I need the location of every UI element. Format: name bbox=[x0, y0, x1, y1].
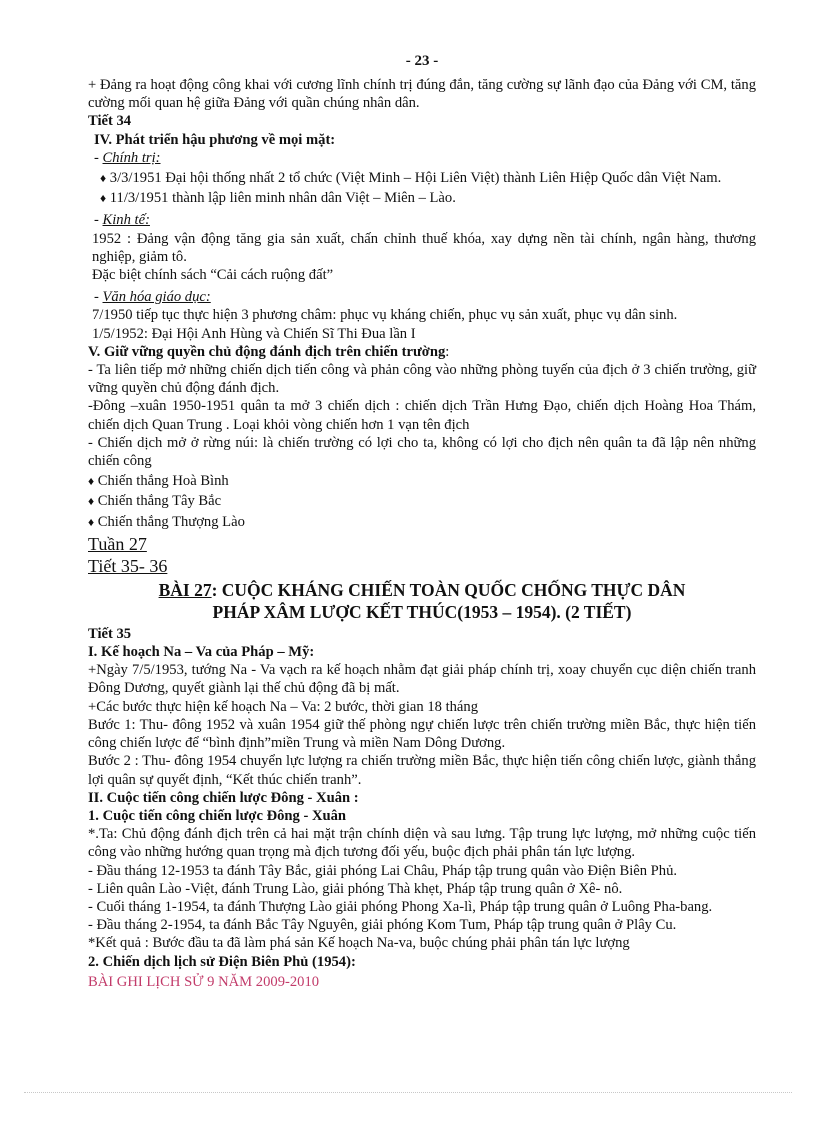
page-footer: BÀI GHI LỊCH SỬ 9 NĂM 2009-2010 bbox=[88, 973, 320, 990]
paragraph-dang-cong-khai: + Đảng ra hoạt động công khai với cương lĩnh chính trị đúng đắn, tăng cường sự lãnh đạo của Đảng với CM, tăng cường mối quan hệ giữa Đảng với quần chúng nhân dân. bbox=[88, 77, 756, 112]
page-bottom-divider bbox=[24, 1092, 792, 1093]
subheading-kinh-te bbox=[88, 211, 756, 229]
paragraph-giu-vung-3: - Chiến dịch mở ở rừng núi: là chiến trường có lợi cho ta, không có lợi cho địch nên quân ta đã lập nên những chiến công bbox=[88, 434, 756, 470]
paragraph-dong-xuan-2: - Đầu tháng 12-1953 ta đánh Tây Bắc, giải phóng Lai Châu, Pháp tập trung quân vào Điện Biên Phủ. bbox=[88, 862, 678, 879]
paragraph-dong-xuan-4: - Cuối tháng 1-1954, ta đánh Thượng Lào giải phóng Phong Xa-lì, Pháp tập trung quân ở Luông Pha-bang. bbox=[88, 898, 713, 915]
lesson-title-line-2: PHÁP XÂM LƯỢC KẾT THÚC(1953 – 1954). (2 TIẾT) bbox=[212, 601, 632, 622]
diamond-bullet-icon: ♦ bbox=[100, 191, 107, 206]
list-item-victory-3: ♦ Chiến thắng Thượng Lào bbox=[88, 513, 245, 530]
label-kinh-te: Kinh tế: bbox=[102, 212, 150, 229]
diamond-bullet-icon: ♦ bbox=[88, 494, 95, 509]
paragraph-dong-xuan-3: - Liên quân Lào -Việt, đánh Trung Lào, giải phóng Thà khẹt, Pháp tập trung quân ở Xê- nô. bbox=[88, 880, 623, 897]
list-item-chinh-tri-2: ♦ 11/3/1951 thành lập liên minh nhân dân Việt – Miên – Lào. bbox=[100, 190, 456, 207]
page-number: - 23 - bbox=[405, 53, 439, 69]
paragraph-navarre-3: Bước 1: Thu- đông 1952 và xuân 1954 giữ thế phòng ngự chiến lược trên chiến trường miền Bắc, thực hiện tiến công chiến lược để “bình định”miền Trung và miền Nam Dông Dương. bbox=[88, 716, 756, 752]
paragraph-navarre-1: +Ngày 7/5/1953, tướng Na - Va vạch ra kế hoạch nhằm đạt giải pháp chính trị, xoay chuyển cục diện chiến tranh Đông Dương, quyết giành lại thế chủ động đã bị mất. bbox=[88, 662, 756, 697]
paragraph-navarre-2: +Các bước thực hiện kế hoạch Na – Va: 2 bước, thời gian 18 tháng bbox=[88, 698, 478, 715]
lesson-number: BÀI 27 bbox=[158, 579, 212, 600]
paragraph-van-hoa-2: 1/5/1952: Đại Hội Anh Hùng và Chiến Sĩ Thi Đua lần I bbox=[92, 325, 416, 342]
document-page bbox=[88, 50, 756, 991]
paragraph-giu-vung-1: - Ta liên tiếp mở những chiến dịch tiến công và phản công vào những phòng tuyến của địch ở 3 chiến trường, giữ vững quyền chủ động đánh địch. bbox=[88, 362, 756, 397]
heading-subsection-2: 2. Chiến dịch lịch sử Điện Biên Phủ (1954): bbox=[88, 953, 356, 970]
heading-section-iv: IV. Phát triển hậu phương về mọi mặt: bbox=[94, 131, 336, 148]
heading-tiet-35-36: Tiết 35- 36 bbox=[88, 555, 168, 576]
dash-marker: - bbox=[94, 289, 103, 306]
diamond-bullet-icon: ♦ bbox=[88, 474, 95, 489]
heading-subsection-1: 1. Cuộc tiến công chiến lược Đông - Xuân bbox=[88, 807, 347, 824]
heading-section-ii: II. Cuộc tiến công chiến lược Đông - Xuân : bbox=[88, 789, 359, 806]
paragraph-van-hoa-1: 7/1950 tiếp tục thực hiện 3 phương châm: phục vụ kháng chiến, phục vụ sản xuất, phục vụ dân sinh. bbox=[92, 307, 678, 324]
subheading-chinh-tri bbox=[88, 149, 756, 167]
subheading-van-hoa bbox=[88, 288, 756, 306]
heading-tiet-35: Tiết 35 bbox=[88, 625, 132, 642]
paragraph-kinh-te-1: 1952 : Đảng vận động tăng gia sản xuất, chấn chỉnh thuế khóa, xay dựng nền tài chính, ngân hàng, thương nghiệp, giảm tô. bbox=[92, 230, 756, 265]
heading-section-i: I. Kế hoạch Na – Va của Pháp – Mỹ: bbox=[88, 644, 315, 661]
heading-section-v: V. Giữ vững quyền chủ động đánh địch trên chiến trường: bbox=[88, 343, 450, 360]
dash-marker: - bbox=[94, 149, 103, 166]
list-item-victory-2: ♦ Chiến thắng Tây Bắc bbox=[88, 493, 222, 510]
dash-marker: - bbox=[94, 212, 103, 229]
list-item-victory-1: ♦ Chiến thắng Hoà Bình bbox=[88, 473, 229, 490]
diamond-bullet-icon: ♦ bbox=[100, 171, 107, 186]
lesson-title-line-1: BÀI 27: CUỘC KHÁNG CHIẾN TOÀN QUỐC CHỐNG THỰC DÂN bbox=[158, 579, 686, 600]
paragraph-navarre-4: Bước 2 : Thu- đông 1954 chuyển lực lượng ra chiến trường miền Bắc, thực hiện tiến công chiến lược, giành thắng lợi quân sự quyết định, “Kết thúc chiến tranh”. bbox=[88, 753, 756, 788]
diamond-bullet-icon: ♦ bbox=[88, 514, 95, 529]
label-chinh-tri: Chính trị: bbox=[102, 149, 161, 166]
heading-tiet-34: Tiết 34 bbox=[88, 113, 132, 130]
heading-tuan-27: Tuần 27 bbox=[88, 533, 147, 554]
paragraph-kinh-te-2: Đặc biệt chính sách “Cải cách ruộng đất” bbox=[92, 267, 334, 284]
paragraph-dong-xuan-6: *Kết quả : Bước đầu ta đã làm phá sản Kế hoạch Na-va, buộc chúng phải phân tán lực lượng bbox=[88, 935, 630, 952]
paragraph-dong-xuan-5: - Đầu tháng 2-1954, ta đánh Bắc Tây Nguyên, giải phóng Kom Tum, Pháp tập trung quân ở Plây Cu. bbox=[88, 917, 677, 934]
list-item-chinh-tri-1: ♦ 3/3/1951 Đại hội thống nhất 2 tổ chức (Việt Minh – Hội Liên Việt) thành Liên Hiệp Quốc dân Việt Nam. bbox=[100, 170, 722, 187]
paragraph-dong-xuan-1: *.Ta: Chủ động đánh địch trên cả hai mặt trận chính diện và sau lưng. Tập trung lực lượng, mở những cuộc tiến công vào những hướng quan trọng mà địch tương đối yếu, buộc địch phải phân tán lực lượng. bbox=[88, 826, 756, 861]
label-van-hoa: Văn hóa giáo dục: bbox=[102, 289, 211, 306]
paragraph-giu-vung-2: -Đông –xuân 1950-1951 quân ta mở 3 chiến dịch : chiến dịch Trần Hưng Đạo, chiến dịch Hoàng Hoa Thám, chiến dịch Quan Trung . Loại khỏi vòng chiến hơn 1 vạn tên địch bbox=[88, 398, 756, 433]
